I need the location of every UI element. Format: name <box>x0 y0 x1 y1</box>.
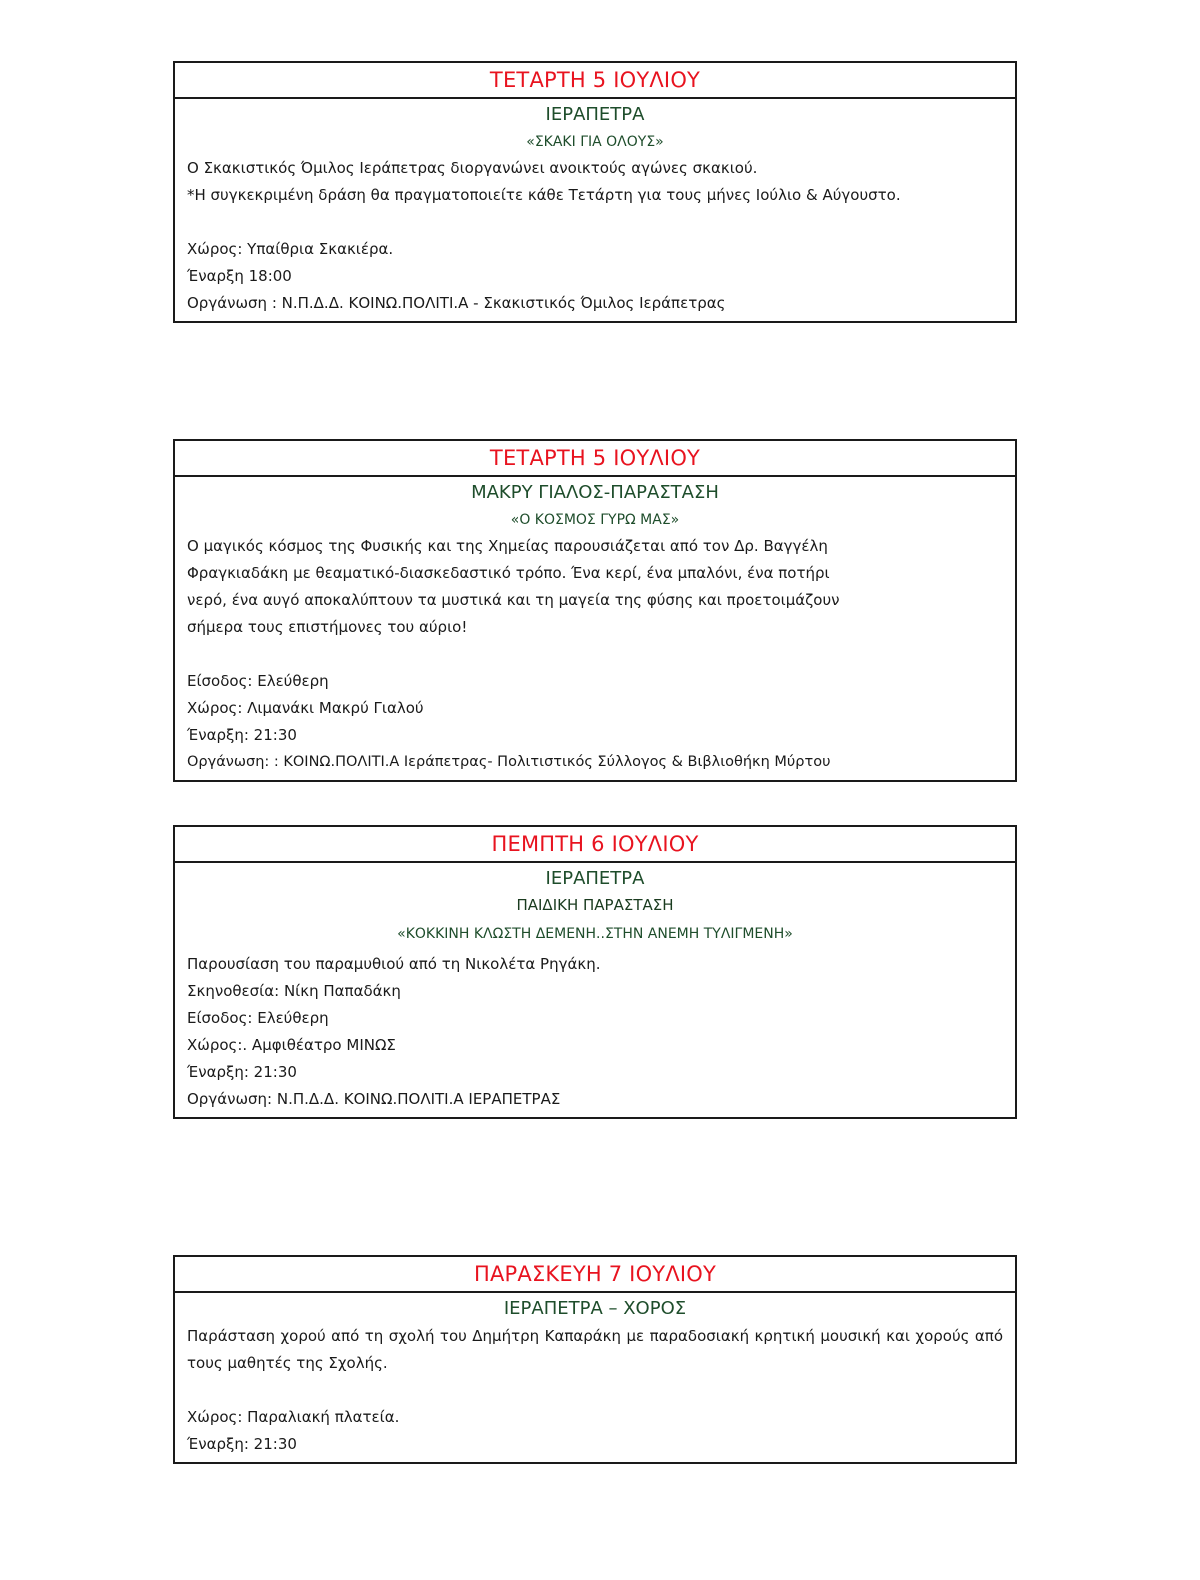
event-start: Έναρξη: 21:30 <box>187 726 297 744</box>
event-start: Έναρξη 18:00 <box>187 267 292 285</box>
event-date: ΤΕΤΑΡΤΗ 5 ΙΟΥΛΙΟΥ <box>175 441 1015 477</box>
event-card <box>173 825 1017 1119</box>
event-card <box>173 439 1017 782</box>
event-body <box>175 863 1015 1117</box>
event-date: ΤΕΤΑΡΤΗ 5 ΙΟΥΛΙΟΥ <box>175 63 1015 99</box>
event-date: ΠΕΜΠΤΗ 6 ΙΟΥΛΙΟΥ <box>175 827 1015 863</box>
event-description-line: Φραγκιαδάκη με θεαματικό-διασκεδαστικό τρόπο. Ένα κερί, ένα μπαλόνι, ένα ποτήρι <box>187 564 830 582</box>
event-title: «Ο ΚΟΣΜΟΣ ΓΥΡΩ ΜΑΣ» <box>510 512 680 528</box>
event-organizer: Οργάνωση: Ν.Π.Δ.Δ. ΚΟΙΝΩ.ΠΟΛΙΤΙ.Α ΙΕΡΑΠΕΤΡΑΣ <box>187 1090 561 1108</box>
event-subtitle: ΠΑΙΔΙΚΗ ΠΑΡΑΣΤΑΣΗ <box>516 896 674 914</box>
event-location: ΜΑΚΡΥ ΓΙΑΛΟΣ-ΠΑΡΑΣΤΑΣΗ <box>471 482 719 503</box>
event-venue: Χώρος: Υπαίθρια Σκακιέρα. <box>187 240 394 258</box>
event-start: Έναρξη: 21:30 <box>187 1435 297 1453</box>
spacer <box>187 209 1003 236</box>
event-description-line: Ο μαγικός κόσμος της Φυσικής και της Χημείας παρουσιάζεται από τον Δρ. Βαγγέλη <box>187 537 828 555</box>
event-card <box>173 1255 1017 1464</box>
event-location: ΙΕΡΑΠΕΤΡΑ <box>545 868 645 889</box>
event-note: *Η συγκεκριμένη δράση θα πραγματοποιείτε κάθε Τετάρτη για τους μήνες Ιούλιο & Αύγουστο. <box>187 186 901 204</box>
event-organizer: Οργάνωση : Ν.Π.Δ.Δ. ΚΟΙΝΩ.ΠΟΛΙΤΙ.Α - Σκακιστικός Όμιλος Ιεράπετρας <box>187 294 726 312</box>
event-description-line: νερό, ένα αυγό αποκαλύπτουν τα μυστικά και τη μαγεία της φύσης και προετοιμάζουν <box>187 591 840 609</box>
event-presentation: Παρουσίαση του παραμυθιού από τη Νικολέτα Ρηγάκη. <box>187 955 601 973</box>
event-entry: Είσοδος: Ελεύθερη <box>187 672 329 690</box>
event-title: «ΣΚΑΚΙ ΓΙΑ ΟΛΟΥΣ» <box>526 134 664 150</box>
event-body <box>175 477 1015 780</box>
event-description-line: σήμερα τους επιστήμονες του αύριο! <box>187 618 468 636</box>
event-venue: Χώρος: Λιμανάκι Μακρύ Γιαλού <box>187 699 424 717</box>
event-location: ΙΕΡΑΠΕΤΡΑ – ΧΟΡΟΣ <box>503 1298 687 1319</box>
spacer <box>187 641 1003 668</box>
event-venue: Χώρος:. Αμφιθέατρο ΜΙΝΩΣ <box>187 1036 396 1054</box>
event-entry: Είσοδος: Ελεύθερη <box>187 1009 329 1027</box>
event-organizer: Οργάνωση: : ΚΟΙΝΩ.ΠΟΛΙΤΙ.Α Ιεράπετρας- Πολιτιστικός Σύλλογος & Βιβλιοθήκη Μύρτου <box>187 754 831 770</box>
event-body <box>175 99 1015 321</box>
event-title: «ΚΟΚΚΙΝΗ ΚΛΩΣΤΗ ΔΕΜΕΝΗ..ΣΤΗΝ ΑΝΕΜΗ ΤΥΛΙΓΜΕΝΗ» <box>397 926 793 942</box>
event-location: ΙΕΡΑΠΕΤΡΑ <box>545 104 645 125</box>
event-description: Ο Σκακιστικός Όμιλος Ιεράπετρας διοργανώνει ανοικτούς αγώνες σκακιού. <box>187 159 758 177</box>
event-body <box>175 1293 1015 1462</box>
event-description: Παράσταση χορού από τη σχολή του Δημήτρη Καπαράκη με παραδοσιακή κρητική μουσική και χορούς από τους μαθητές της Σχολής. <box>187 1327 1003 1372</box>
event-director: Σκηνοθεσία: Νίκη Παπαδάκη <box>187 982 401 1000</box>
event-venue: Χώρος: Παραλιακή πλατεία. <box>187 1408 400 1426</box>
event-date: ΠΑΡΑΣΚΕΥΗ 7 ΙΟΥΛΙΟΥ <box>175 1257 1015 1293</box>
event-start: Έναρξη: 21:30 <box>187 1063 297 1081</box>
event-card <box>173 61 1017 323</box>
spacer <box>187 1377 1003 1404</box>
